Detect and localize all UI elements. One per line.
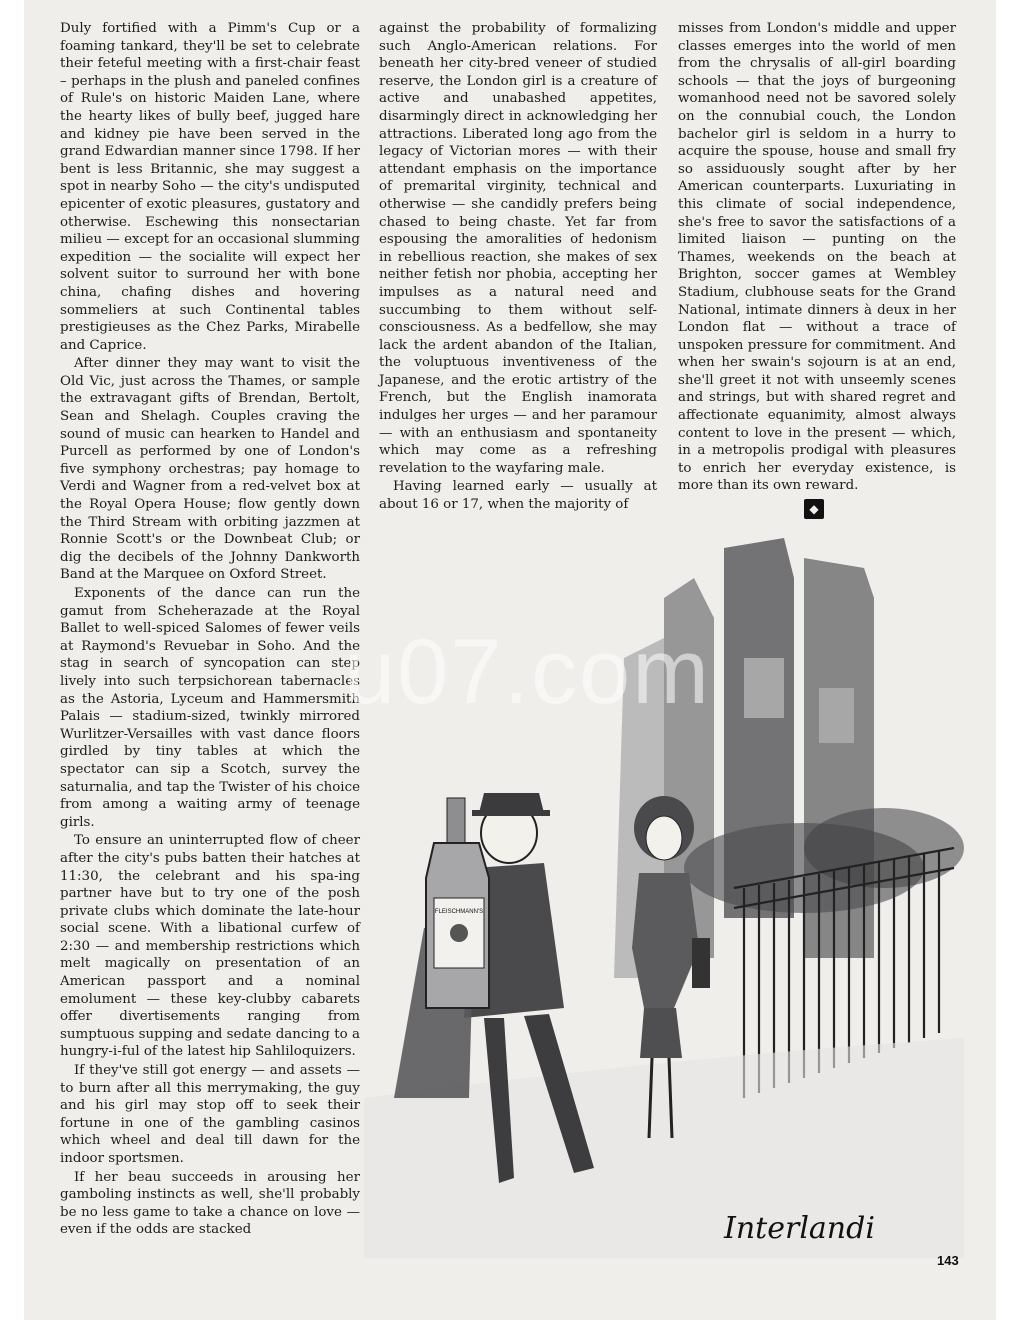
text-column-2 [379, 20, 657, 514]
artist-signature: Interlandi [724, 1211, 875, 1246]
paragraph: To ensure an uninterrupted flow of cheer after the city's pubs batten their hatches at 11:30, the celebrant and his spa-ing partner have but to try one of the posh private clubs which dominate the late-hour social scene. With a libational curfew of 2:30 — and membership restrictions which melt magically on presentation of an American passport and a nominal emolument — these key-clubby cabarets offer divertisements ranging from sumptuous supping and sedate dancing to a hungry-i-ful of the latest hip Sahliloquizers. [60, 833, 360, 1060]
text-column-1 [60, 20, 360, 1239]
text-column-3 [678, 20, 956, 495]
paragraph: against the probability of formalizing such Anglo-American relations. For beneath her city-bred veneer of studied reserve, the London girl is a creature of active and unabashed appetites, disarmingly direct in acknowledging her attractions. Liberated long ago from the legacy of Victorian mores — with their attendant emphasis on the importance of premarital virginity, technical and otherwise — she candidly prefers being chased to being chaste. Yet far from espousing the amoralities of hedonism in rebellious reaction, she makes of sex neither fetish nor phobia, accepting her impulses as a natural need and succumbing to them without self-consciousness. As a bedfellow, she may lack the ardent abandon of the Italian, the voluptuous inventiveness of the Japanese, and the erotic artistry of the French, but the English inamorata indulges her urges — and her paramour — with an enthusiasm and spontaneity which may come as a refreshing revelation to the wayfaring male. [379, 21, 657, 476]
watermark-text: u07.com [344, 621, 711, 723]
magazine-page [24, 0, 996, 1320]
paragraph: Exponents of the dance can run the gamut from Scheherazade at the Royal Ballet to well-spiced Salomes of fewer veils at Raymond's Revuebar in Soho. And the stag in search of syncopation can step lively into such terpsichorean tabernacles as the Astoria, Lyceum and Hammersmith Palais — stadium-sized, twinkly mirrored Wurlitzer-Versailles with vast dance floors girdled by tiny tables at which the spectator can sip a Scotch, survey the saturnalia, and tap the Twister of his choice from among a waiting army of teenage girls. [60, 586, 360, 830]
rabbit-end-mark-icon: ◆ [804, 499, 824, 519]
cartoon-illustration [364, 538, 964, 1258]
paragraph: If they've still got energy — and assets — to burn after all this merrymaking, the guy and his girl may stop off to seek their fortune in one of the gambling casinos which wheel and deal till dawn for the indoor sportsmen. [60, 1063, 360, 1166]
page-number: 143 [937, 1253, 959, 1268]
whisky-bottle [426, 798, 489, 1008]
paragraph: If her beau succeeds in arousing her gamboling instincts as well, she'll probably be no less game to take a chance on love — even if the odds are stacked [60, 1169, 360, 1238]
bottle-label-text: FLEISCHMANN'S [434, 909, 484, 915]
paragraph: Having learned early — usually at about 16 or 17, when the majority of [379, 479, 657, 513]
paragraph: misses from London's middle and upper classes emerges into the world of men from the chrysalis of all-girl boarding schools — that the joys of burgeoning womanhood need not be savored solely on the connubial couch, the London bachelor girl is seldom in a hurry to acquire the spouse, house and small fry so assiduously sought after by her American counterparts. Luxuriating in this climate of social independence, she's free to savor the satisfactions of a limited liaison — punting on the Thames, weekends on the beach at Brighton, soccer games at Wembley Stadium, clubhouse seats for the Grand National, intimate dinners à deux in her London flat — without a trace of unspoken pressure for commitment. And when her swain's sojourn is at an end, she'll greet it not with unseemly scenes and strings, but with shared regret and affectionate equanimity, almost always content to love in the present — which, in a metropolis prodigal with pleasures to enrich her everyday existence, is more than its own reward. [678, 21, 956, 494]
paragraph: Duly fortified with a Pimm's Cup or a foaming tankard, they'll be set to celebrate their feteful meeting with a first-chair feast – perhaps in the plush and paneled confines of Rule's on historic Maiden Lane, where the hearty likes of bully beef, jugged hare and kidney pie have been served in the grand Edwardian manner since 1798. If her bent is less Britannic, she may suggest a spot in nearby Soho — the city's undisputed epicenter of exotic pleasures, gustatory and otherwise. Eschewing this nonsectarian milieu — except for an occasional slumming expedition — the socialite will expect her solvent suitor to surround her with bone china, chafing dishes and hovering sommeliers at such Continental tables prestigieuses as the Chez Parks, Mirabelle and Caprice. [60, 21, 360, 353]
paragraph: After dinner they may want to visit the Old Vic, just across the Thames, or sample the extravagant gifts of Brendan, Bertolt, Sean and Shelagh. Couples craving the sound of music can hearken to Handel and Purcell as performed by one of London's five symphony orchestras; pay homage to Verdi and Wagner from a red-velvet box at the Royal Opera House; flow gently down the Third Stream with orbiting jazzmen at Ronnie Scott's or the Downbeat Club; or dig the decibels of the Johnny Dankworth Band at the Marquee on Oxford Street. [60, 356, 360, 583]
